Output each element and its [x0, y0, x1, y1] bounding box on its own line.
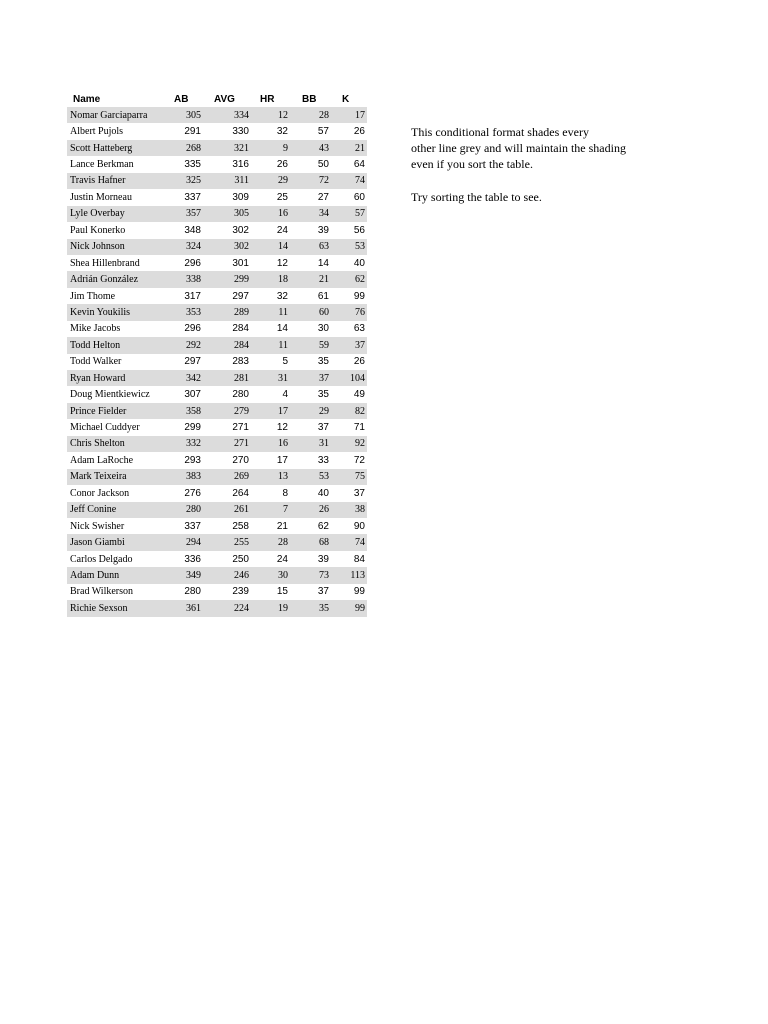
- cell-avg[interactable]: 316: [232, 159, 249, 171]
- cell-hr[interactable]: 28: [251, 534, 290, 550]
- cell-hr[interactable]: 4: [282, 389, 288, 401]
- cell-hr[interactable]: 30: [251, 567, 290, 583]
- cell-avg[interactable]: 301: [232, 257, 249, 269]
- cell-avg[interactable]: 309: [232, 191, 249, 203]
- cell-bb[interactable]: 37: [290, 370, 331, 386]
- header-bb[interactable]: BB: [302, 93, 317, 105]
- cell-ab[interactable]: 338: [169, 271, 203, 287]
- table-row[interactable]: [67, 600, 367, 616]
- cell-k[interactable]: 49: [353, 389, 365, 401]
- cell-bb[interactable]: 35: [317, 389, 329, 401]
- cell-avg[interactable]: 330: [232, 126, 249, 138]
- table-header-row: [67, 91, 367, 107]
- cell-name[interactable]: Justin Morneau: [70, 191, 132, 203]
- cell-name[interactable]: Nick Johnson: [67, 239, 169, 255]
- cell-name[interactable]: Nick Swisher: [70, 520, 125, 532]
- table-row[interactable]: [67, 156, 367, 172]
- cell-k[interactable]: 57: [331, 206, 367, 222]
- cell-ab[interactable]: 335: [184, 159, 201, 171]
- cell-k[interactable]: 90: [353, 520, 365, 532]
- cell-k[interactable]: 92: [331, 436, 367, 452]
- cell-ab[interactable]: 294: [169, 534, 203, 550]
- table-row[interactable]: [67, 469, 367, 485]
- cell-name[interactable]: Michael Cuddyer: [70, 422, 140, 434]
- cell-avg[interactable]: 239: [232, 586, 249, 598]
- note-line: even if you sort the table.: [411, 157, 533, 171]
- cell-ab[interactable]: 280: [169, 502, 203, 518]
- header-name[interactable]: Name: [73, 93, 101, 105]
- cell-bb[interactable]: 28: [290, 107, 331, 123]
- table-row[interactable]: [67, 189, 367, 205]
- cell-hr[interactable]: 11: [251, 304, 290, 320]
- cell-name[interactable]: Scott Hatteberg: [67, 140, 169, 156]
- cell-hr[interactable]: 19: [251, 600, 290, 616]
- header-hr[interactable]: HR: [260, 93, 275, 105]
- cell-k[interactable]: 56: [353, 224, 365, 236]
- cell-avg[interactable]: 305: [203, 206, 251, 222]
- cell-ab[interactable]: 349: [169, 567, 203, 583]
- cell-bb[interactable]: 29: [290, 403, 331, 419]
- cell-k[interactable]: 99: [331, 600, 367, 616]
- cell-ab[interactable]: 293: [184, 454, 201, 466]
- cell-k[interactable]: 72: [353, 454, 365, 466]
- cell-k[interactable]: 40: [353, 257, 365, 269]
- cell-avg[interactable]: 271: [203, 436, 251, 452]
- cell-ab[interactable]: 358: [169, 403, 203, 419]
- cell-ab[interactable]: 268: [169, 140, 203, 156]
- header-k[interactable]: K: [342, 93, 350, 105]
- table-row[interactable]: [67, 584, 367, 600]
- instruction-note: [411, 124, 671, 205]
- cell-k[interactable]: 74: [331, 534, 367, 550]
- table-row[interactable]: [67, 534, 367, 550]
- cell-ab[interactable]: 332: [169, 436, 203, 452]
- cell-ab[interactable]: 361: [169, 600, 203, 616]
- table-row[interactable]: [67, 485, 367, 501]
- cell-avg[interactable]: 224: [203, 600, 251, 616]
- note-hint: Try sorting the table to see.: [411, 190, 542, 204]
- cell-avg[interactable]: 279: [203, 403, 251, 419]
- cell-hr[interactable]: 29: [251, 173, 290, 189]
- cell-avg[interactable]: 271: [232, 422, 249, 434]
- cell-avg[interactable]: 246: [203, 567, 251, 583]
- cell-hr[interactable]: 21: [276, 520, 288, 532]
- cell-bb[interactable]: 72: [290, 173, 331, 189]
- table-row[interactable]: [67, 222, 367, 238]
- cell-name[interactable]: Nomar Garciaparra: [67, 107, 169, 123]
- cell-bb[interactable]: 50: [317, 159, 329, 171]
- table-row[interactable]: [67, 304, 367, 320]
- cell-bb[interactable]: 59: [290, 337, 331, 353]
- cell-avg[interactable]: 302: [232, 224, 249, 236]
- cell-name[interactable]: Jim Thome: [70, 290, 116, 302]
- cell-ab[interactable]: 336: [184, 553, 201, 565]
- cell-k[interactable]: 104: [331, 370, 367, 386]
- cell-k[interactable]: 113: [331, 567, 367, 583]
- cell-bb[interactable]: 43: [290, 140, 331, 156]
- cell-ab[interactable]: 348: [184, 224, 201, 236]
- header-avg[interactable]: AVG: [214, 93, 235, 105]
- cell-bb[interactable]: 30: [317, 323, 329, 335]
- cell-bb[interactable]: 37: [317, 422, 329, 434]
- table-row[interactable]: [67, 452, 367, 468]
- table-row[interactable]: [67, 518, 367, 534]
- cell-ab[interactable]: 383: [169, 469, 203, 485]
- table-row[interactable]: [67, 206, 367, 222]
- cell-k[interactable]: 53: [331, 239, 367, 255]
- cell-ab[interactable]: 307: [184, 389, 201, 401]
- cell-hr[interactable]: 12: [276, 422, 288, 434]
- cell-ab[interactable]: 296: [184, 257, 201, 269]
- cell-bb[interactable]: 57: [317, 126, 329, 138]
- cell-hr[interactable]: 16: [251, 206, 290, 222]
- cell-k[interactable]: 38: [331, 502, 367, 518]
- cell-bb[interactable]: 39: [317, 553, 329, 565]
- cell-ab[interactable]: 297: [184, 356, 201, 368]
- cell-avg[interactable]: 283: [232, 356, 249, 368]
- cell-bb[interactable]: 73: [290, 567, 331, 583]
- cell-avg[interactable]: 302: [203, 239, 251, 255]
- cell-name[interactable]: Travis Hafner: [67, 173, 169, 189]
- cell-name[interactable]: Jeff Conine: [67, 502, 169, 518]
- table-row[interactable]: [67, 337, 367, 353]
- cell-bb[interactable]: 62: [317, 520, 329, 532]
- cell-avg[interactable]: 270: [232, 454, 249, 466]
- cell-hr[interactable]: 5: [282, 356, 288, 368]
- cell-hr[interactable]: 32: [276, 126, 288, 138]
- cell-hr[interactable]: 12: [276, 257, 288, 269]
- cell-bb[interactable]: 27: [317, 191, 329, 203]
- cell-avg[interactable]: 321: [203, 140, 251, 156]
- cell-name[interactable]: Lyle Overbay: [67, 206, 169, 222]
- cell-k[interactable]: 26: [353, 126, 365, 138]
- cell-k[interactable]: 74: [331, 173, 367, 189]
- cell-avg[interactable]: 289: [203, 304, 251, 320]
- table-row[interactable]: [67, 502, 367, 518]
- cell-ab[interactable]: 276: [184, 487, 201, 499]
- cell-k[interactable]: 71: [353, 422, 365, 434]
- cell-name[interactable]: Todd Walker: [70, 356, 122, 368]
- table-row[interactable]: [67, 567, 367, 583]
- cell-k[interactable]: 21: [331, 140, 367, 156]
- cell-hr[interactable]: 13: [251, 469, 290, 485]
- cell-bb[interactable]: 21: [290, 271, 331, 287]
- cell-k[interactable]: 63: [353, 323, 365, 335]
- cell-avg[interactable]: 284: [203, 337, 251, 353]
- cell-ab[interactable]: 325: [169, 173, 203, 189]
- cell-name[interactable]: Albert Pujols: [70, 126, 124, 138]
- cell-k[interactable]: 64: [353, 159, 365, 171]
- cell-name[interactable]: Richie Sexson: [67, 600, 169, 616]
- cell-hr[interactable]: 11: [251, 337, 290, 353]
- cell-bb[interactable]: 31: [290, 436, 331, 452]
- cell-hr[interactable]: 25: [276, 191, 288, 203]
- cell-name[interactable]: Paul Konerko: [70, 224, 126, 236]
- cell-name[interactable]: Mike Jacobs: [70, 323, 121, 335]
- cell-avg[interactable]: 297: [232, 290, 249, 302]
- cell-k[interactable]: 62: [331, 271, 367, 287]
- cell-name[interactable]: Kevin Youkilis: [67, 304, 169, 320]
- table-row[interactable]: [67, 436, 367, 452]
- cell-name[interactable]: Brad Wilkerson: [70, 586, 134, 598]
- cell-hr[interactable]: 17: [276, 454, 288, 466]
- cell-name[interactable]: Prince Fielder: [67, 403, 169, 419]
- cell-ab[interactable]: 317: [184, 290, 201, 302]
- cell-avg[interactable]: 284: [232, 323, 249, 335]
- cell-name[interactable]: Lance Berkman: [70, 159, 134, 171]
- cell-bb[interactable]: 53: [290, 469, 331, 485]
- cell-hr[interactable]: 12: [251, 107, 290, 123]
- cell-ab[interactable]: 296: [184, 323, 201, 335]
- cell-ab[interactable]: 357: [169, 206, 203, 222]
- cell-name[interactable]: Todd Helton: [67, 337, 169, 353]
- cell-ab[interactable]: 280: [184, 586, 201, 598]
- cell-name[interactable]: Adrián González: [67, 271, 169, 287]
- cell-bb[interactable]: 26: [290, 502, 331, 518]
- cell-k[interactable]: 99: [353, 290, 365, 302]
- table-row[interactable]: [67, 403, 367, 419]
- cell-bb[interactable]: 61: [317, 290, 329, 302]
- table-row[interactable]: [67, 173, 367, 189]
- cell-ab[interactable]: 291: [184, 126, 201, 138]
- cell-k[interactable]: 76: [331, 304, 367, 320]
- cell-ab[interactable]: 299: [184, 422, 201, 434]
- cell-bb[interactable]: 40: [317, 487, 329, 499]
- cell-hr[interactable]: 14: [276, 323, 288, 335]
- cell-hr[interactable]: 24: [276, 553, 288, 565]
- cell-ab[interactable]: 292: [169, 337, 203, 353]
- table-body: [67, 107, 367, 617]
- cell-k[interactable]: 84: [353, 553, 365, 565]
- table-row[interactable]: [67, 321, 367, 337]
- cell-name[interactable]: Conor Jackson: [70, 487, 130, 499]
- cell-ab[interactable]: 337: [184, 191, 201, 203]
- table-row[interactable]: [67, 271, 367, 287]
- note-spacer: [411, 172, 671, 189]
- cell-avg[interactable]: 261: [203, 502, 251, 518]
- table-row[interactable]: [67, 419, 367, 435]
- cell-avg[interactable]: 269: [203, 469, 251, 485]
- cell-k[interactable]: 17: [331, 107, 367, 123]
- cell-avg[interactable]: 264: [232, 487, 249, 499]
- cell-ab[interactable]: 342: [169, 370, 203, 386]
- note-line: other line grey and will maintain the shading: [411, 141, 626, 155]
- cell-hr[interactable]: 8: [282, 487, 288, 499]
- table-row[interactable]: [67, 354, 367, 370]
- table-row[interactable]: [67, 551, 367, 567]
- cell-bb[interactable]: 35: [290, 600, 331, 616]
- cell-hr[interactable]: 24: [276, 224, 288, 236]
- cell-k[interactable]: 26: [353, 356, 365, 368]
- cell-name[interactable]: Doug Mientkiewicz: [70, 389, 150, 401]
- table-row[interactable]: [67, 239, 367, 255]
- cell-avg[interactable]: 311: [203, 173, 251, 189]
- table-row[interactable]: [67, 107, 367, 123]
- cell-hr[interactable]: 9: [251, 140, 290, 156]
- cell-avg[interactable]: 250: [232, 553, 249, 565]
- table-row[interactable]: [67, 288, 367, 304]
- cell-k[interactable]: 99: [353, 586, 365, 598]
- table-row[interactable]: [67, 255, 367, 271]
- cell-bb[interactable]: 39: [317, 224, 329, 236]
- note-line: This conditional format shades every: [411, 125, 589, 139]
- batting-stats-table: [67, 91, 367, 617]
- cell-hr[interactable]: 7: [251, 502, 290, 518]
- table-row[interactable]: [67, 370, 367, 386]
- header-ab[interactable]: AB: [174, 93, 189, 105]
- cell-hr[interactable]: 32: [276, 290, 288, 302]
- cell-hr[interactable]: 31: [251, 370, 290, 386]
- cell-k[interactable]: 75: [331, 469, 367, 485]
- cell-hr[interactable]: 16: [251, 436, 290, 452]
- cell-avg[interactable]: 281: [203, 370, 251, 386]
- cell-k[interactable]: 37: [331, 337, 367, 353]
- cell-avg[interactable]: 280: [232, 389, 249, 401]
- cell-avg[interactable]: 334: [203, 107, 251, 123]
- cell-ab[interactable]: 337: [184, 520, 201, 532]
- cell-bb[interactable]: 37: [317, 586, 329, 598]
- cell-name[interactable]: Shea Hillenbrand: [70, 257, 140, 269]
- cell-bb[interactable]: 14: [317, 257, 329, 269]
- table-row[interactable]: [67, 140, 367, 156]
- cell-hr[interactable]: 17: [251, 403, 290, 419]
- cell-avg[interactable]: 255: [203, 534, 251, 550]
- cell-ab[interactable]: 353: [169, 304, 203, 320]
- cell-name[interactable]: Adam Dunn: [67, 567, 169, 583]
- cell-k[interactable]: 37: [353, 487, 365, 499]
- cell-hr[interactable]: 26: [276, 159, 288, 171]
- cell-bb[interactable]: 63: [290, 239, 331, 255]
- cell-name[interactable]: Jason Giambi: [67, 534, 169, 550]
- cell-bb[interactable]: 33: [317, 454, 329, 466]
- cell-avg[interactable]: 299: [203, 271, 251, 287]
- cell-bb[interactable]: 34: [290, 206, 331, 222]
- cell-bb[interactable]: 35: [317, 356, 329, 368]
- cell-bb[interactable]: 60: [290, 304, 331, 320]
- cell-hr[interactable]: 15: [276, 586, 288, 598]
- cell-avg[interactable]: 258: [232, 520, 249, 532]
- cell-name[interactable]: Chris Shelton: [67, 436, 169, 452]
- cell-k[interactable]: 60: [353, 191, 365, 203]
- cell-name[interactable]: Ryan Howard: [67, 370, 169, 386]
- table-row[interactable]: [67, 386, 367, 402]
- cell-hr[interactable]: 14: [251, 239, 290, 255]
- cell-name[interactable]: Carlos Delgado: [70, 553, 133, 565]
- cell-name[interactable]: Mark Teixeira: [67, 469, 169, 485]
- cell-ab[interactable]: 324: [169, 239, 203, 255]
- cell-bb[interactable]: 68: [290, 534, 331, 550]
- table-row[interactable]: [67, 123, 367, 139]
- cell-ab[interactable]: 305: [169, 107, 203, 123]
- cell-k[interactable]: 82: [331, 403, 367, 419]
- cell-name[interactable]: Adam LaRoche: [70, 454, 134, 466]
- cell-hr[interactable]: 18: [251, 271, 290, 287]
